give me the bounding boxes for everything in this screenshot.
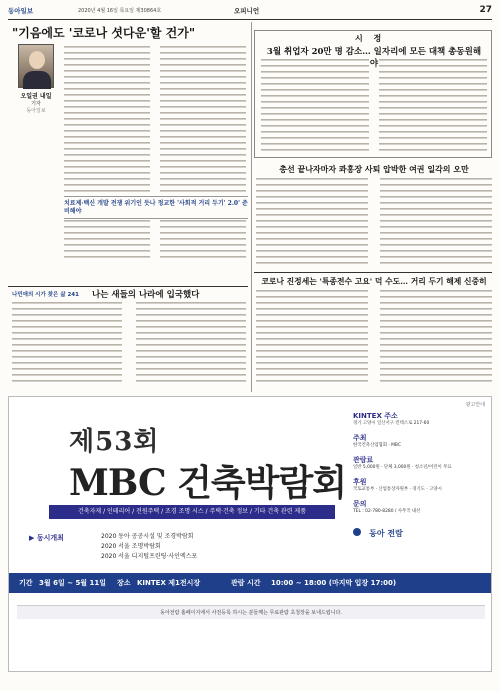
author-sub: 동아일보 [26,108,46,114]
editorial-box [254,30,492,158]
ad-brand: 동아 전람 [369,529,403,538]
brand-logo-icon [353,528,361,536]
column2-body-lines-svg [256,178,492,270]
column3-headline: 코로나 진정세는 '특종전수 고요' 덕 수도… 거리 두기 해제 신중히 [261,277,487,286]
column3-top-rule [254,272,492,273]
column4-top-rule [8,286,248,287]
author-face [29,51,45,69]
ad-event-3: 2020 서울 디지털프린팅·사인엑스포 [101,553,198,560]
ad-contact-text: TEL : 02-780-8280 / 사무국 내선 [353,509,421,514]
ad-venue: KINTEX 제1전시장 [137,579,201,587]
author-body [23,71,51,89]
column1-headline: "기음에도 '코로나 셧다운'할 건가" [12,26,196,40]
page-number: 27 [479,5,492,15]
ad-event-2: 2020 서울 조명박람회 [101,543,161,550]
ad-org-text: 국토교통부 · 산업통상자원부 · 경기도 · 고양시 [353,487,442,492]
editorial-label: 시 정 [355,33,386,43]
column1-pullquote: 치료제·백신 개발 전쟁 위기인 듯나 정교한 '사회적 거리 두기' 2.0' 준비해야 [64,196,248,219]
editorial-body-lines-svg [261,59,487,155]
editorial-body-lines [261,59,487,155]
column1-body-lines-svg [64,46,248,286]
ad-fee-head: 관람료 [353,456,374,464]
column1-body-lines [64,46,248,286]
ad-edition: 제53회 [69,427,160,457]
masthead-rule [8,19,492,20]
ad-contact-head: 문의 [353,500,367,508]
ad-contact-block [353,499,489,515]
ad-inquiry: 10:00 ~ 18:00 (마지막 입장 17:00) [271,579,397,587]
column4-kicker [12,290,79,298]
ad-event-1: 2020 동아 공공시설 및 조경박람회 [101,533,194,540]
column4-kicker-number: 241 [67,292,79,298]
ad-org-block [353,477,489,493]
ad-host-text: 한국건축산업협회 · MBC [353,443,401,448]
editorial-headline: 3월 취업자 20만 명 감소… 일자리에 모든 대책 총동원해야 [266,47,482,69]
ad-period: 3월 6일 ~ 5월 11일 [39,579,107,587]
ad-categories: 건축자재 / 인테리어 / 전원주택 / 조경 조명 시스 / 주택·건축 정보 / 기타 건축 관련 제품 [49,505,335,519]
ad-info-panel [353,411,489,546]
ad-schedule-bar [9,573,492,593]
column2-headline: 총선 끝나자마자 콰홍장 사퇴 압박한 여권 일각의 오만 [279,164,469,174]
column4-body-lines [12,302,248,392]
ad-title: MBC 건축박람회 [69,462,347,504]
ad-footer: 동아전람 홈페이지에서 사전등록 하시는 분들께는 무료관람 초청장을 보내드립니다. [17,605,485,619]
ad-venue-text: 경기 고양시 일산서구 킨텍스로 217-60 [353,421,430,426]
ad-venue-block [353,411,489,427]
newspaper-name: 동아일보 [8,7,34,15]
column4-kicker-label: 나민애의 시가 찾은 삶 [12,292,66,298]
ad-inquiry-label: 관람 시간 [231,579,261,587]
advertisement [8,396,492,672]
ad-brand-block [353,521,489,540]
column3-body-lines-svg [256,290,492,390]
ad-corner-tag: 광고안내 [465,402,485,408]
author-label [12,91,60,114]
column2-body-lines [256,178,492,270]
column-divider [251,22,252,392]
author-name: 기자 [31,101,41,107]
masthead [8,6,492,18]
section-title: 오피니언 [234,7,260,15]
ad-venue-label: 장소 [117,579,131,587]
ad-venue-head: KINTEX 주소 [353,412,398,420]
ad-fee-text: 일반 5,000원 · 단체 3,000원 · 청소년/어린이 무료 [353,465,452,470]
column3-body-lines [256,290,492,390]
issue-date: 2020년 4월 16일 목요일 제30864호 [78,8,162,14]
ad-fee-block [353,455,489,471]
column4-headline: 나는 새들의 나라에 입국했다 [92,290,200,300]
author-photo [18,44,54,88]
ad-org-head: 후원 [353,478,367,486]
ad-period-label: 기간 [19,579,33,587]
ad-host-head: 주최 [353,434,367,442]
ad-host-block [353,433,489,449]
column4-body-lines-svg [12,302,248,392]
ad-events-label: ▶ 동시개최 [29,534,64,542]
author-title: 오일권 내일 [20,93,52,100]
